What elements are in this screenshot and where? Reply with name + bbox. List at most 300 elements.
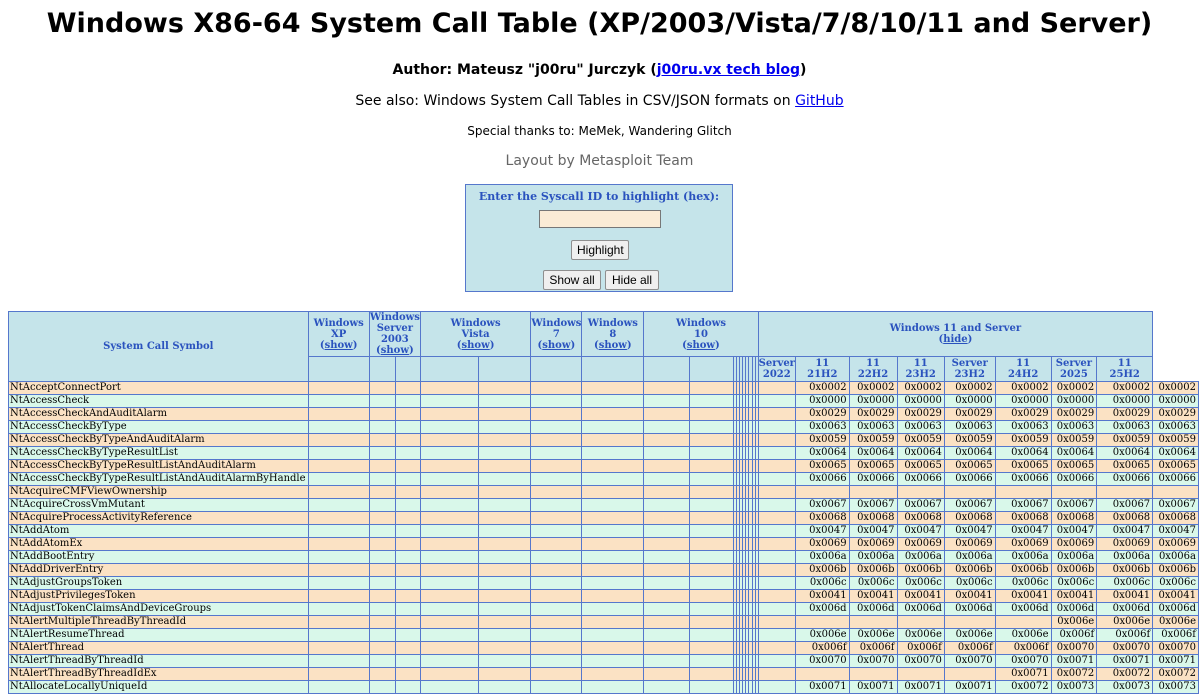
syscall-id-cell: 0x006c (944, 577, 995, 590)
syscall-id-cell: 0x006a (1153, 551, 1199, 564)
syscall-id-cell: 0x0068 (1153, 512, 1199, 525)
syscall-symbol: NtAcquireCrossVmMutant (9, 499, 309, 512)
collapsed-cell (689, 590, 733, 603)
collapsed-cell (395, 642, 420, 655)
collapsed-cell (582, 564, 644, 577)
syscall-id-cell: 0x0029 (1097, 408, 1153, 421)
syscall-id-cell: 0x006b (944, 564, 995, 577)
syscall-id-cell: 0x0002 (1097, 382, 1153, 395)
collapsed-cell (758, 486, 795, 499)
collapsed-cell (689, 551, 733, 564)
syscall-id-cell: 0x006b (1051, 564, 1097, 577)
collapsed-cell (582, 551, 644, 564)
syscall-id-cell: 0x0041 (1153, 590, 1199, 603)
collapsed-cell (479, 447, 531, 460)
collapsed-cell (582, 486, 644, 499)
collapsed-cell (582, 447, 644, 460)
syscall-symbol: NtAddAtom (9, 525, 309, 538)
collapsed-cell (644, 486, 690, 499)
collapsed-cell (531, 408, 582, 421)
table-row (9, 603, 1199, 616)
syscall-id-cell: 0x0047 (897, 525, 944, 538)
toggle-vista[interactable]: show (461, 339, 490, 351)
table-row (9, 408, 1199, 421)
syscall-id-cell: 0x006b (795, 564, 849, 577)
syscall-id-cell: 0x006a (849, 551, 897, 564)
syscall-symbol: NtAccessCheckByTypeResultListAndAuditAlarmByHandle (9, 473, 309, 486)
collapsed-cell (369, 616, 395, 629)
syscall-id-cell: 0x0066 (1097, 473, 1153, 486)
collapsed-cell (420, 551, 478, 564)
collapsed-cell (531, 499, 582, 512)
syscall-id-cell: 0x0067 (1097, 499, 1153, 512)
syscall-id-cell: 0x0067 (849, 499, 897, 512)
symbol-column-header: System Call Symbol (9, 312, 309, 382)
syscall-table (8, 311, 1199, 694)
collapsed-cell (689, 395, 733, 408)
collapsed-cell (758, 681, 795, 694)
collapsed-cell (369, 395, 395, 408)
github-link[interactable]: GitHub (795, 93, 844, 109)
collapsed-cell (369, 603, 395, 616)
toggle-11-server[interactable]: hide (943, 334, 968, 345)
table-row (9, 499, 1199, 512)
collapsed-cell (308, 629, 369, 642)
syscall-id-cell: 0x0059 (995, 434, 1051, 447)
table-row (9, 577, 1199, 590)
collapsed-cell (395, 408, 420, 421)
collapsed-cell (758, 616, 795, 629)
syscall-id-cell: 0x0067 (995, 499, 1051, 512)
collapsed-cell (531, 577, 582, 590)
syscall-id-cell: 0x0071 (995, 668, 1051, 681)
syscall-id-cell: 0x0070 (944, 655, 995, 668)
syscall-symbol: NtAcquireProcessActivityReference (9, 512, 309, 525)
syscall-id-cell: 0x0071 (1097, 655, 1153, 668)
syscall-id-cell: 0x006b (1097, 564, 1153, 577)
collapsed-cell (758, 434, 795, 447)
collapsed-cell (644, 434, 690, 447)
collapsed-cell (758, 525, 795, 538)
syscall-id-cell: 0x0041 (1051, 590, 1097, 603)
syscall-id-cell (897, 616, 944, 629)
collapsed-cell (369, 486, 395, 499)
collapsed-cell (308, 382, 369, 395)
syscall-id-cell: 0x0047 (849, 525, 897, 538)
syscall-id-cell: 0x0029 (1153, 408, 1199, 421)
collapsed-cell (582, 655, 644, 668)
syscall-id-cell: 0x0002 (1051, 382, 1097, 395)
syscall-symbol: NtAccessCheck (9, 395, 309, 408)
syscall-id-cell: 0x006a (944, 551, 995, 564)
collapsed-cell (369, 382, 395, 395)
collapsed-cell (369, 629, 395, 642)
syscall-id-cell: 0x0000 (795, 395, 849, 408)
syscall-id-cell: 0x0067 (795, 499, 849, 512)
collapsed-cell (644, 525, 690, 538)
collapsed-cell (531, 486, 582, 499)
collapsed-cell (479, 564, 531, 577)
syscall-symbol: NtAccessCheckByType (9, 421, 309, 434)
collapsed-cell (689, 473, 733, 486)
table-row (9, 616, 1199, 629)
collapsed-cell (395, 473, 420, 486)
syscall-id-cell: 0x0000 (944, 395, 995, 408)
collapsed-cell (420, 525, 478, 538)
syscall-id-cell: 0x006f (849, 642, 897, 655)
syscall-id-cell: 0x0068 (995, 512, 1051, 525)
collapsed-cell (395, 538, 420, 551)
syscall-id-cell: 0x006a (1097, 551, 1153, 564)
collapsed-cell (308, 460, 369, 473)
collapsed-cell (395, 447, 420, 460)
collapsed-cell (369, 408, 395, 421)
syscall-id-cell: 0x0029 (849, 408, 897, 421)
syscall-id-cell: 0x006e (795, 629, 849, 642)
syscall-id-cell: 0x0063 (1153, 421, 1199, 434)
collapsed-cell (582, 434, 644, 447)
collapsed-cell (395, 577, 420, 590)
collapsed-cell (308, 590, 369, 603)
syscall-id-cell (1051, 486, 1097, 499)
collapsed-cell (479, 512, 531, 525)
syscall-id-cell: 0x0047 (1153, 525, 1199, 538)
group-header-11-server: Windows 11 and Server (hide) (758, 312, 1153, 357)
syscall-symbol: NtAddBootEntry (9, 551, 309, 564)
syscall-id-cell: 0x0070 (1153, 642, 1199, 655)
table-row (9, 434, 1199, 447)
collapsed-cell (644, 512, 690, 525)
collapsed-cell (308, 525, 369, 538)
syscall-id-cell: 0x0063 (995, 421, 1051, 434)
collapsed-cell (758, 395, 795, 408)
collapsed-cell (369, 564, 395, 577)
collapsed-cell (758, 629, 795, 642)
collapsed-cell (758, 538, 795, 551)
collapsed-cell (531, 382, 582, 395)
syscall-id-cell: 0x0069 (1097, 538, 1153, 551)
syscall-id-cell: 0x006f (1097, 629, 1153, 642)
table-row (9, 538, 1199, 551)
collapsed-cell (531, 603, 582, 616)
syscall-id-cell: 0x0002 (1153, 382, 1199, 395)
collapsed-cell (689, 447, 733, 460)
table-row (9, 447, 1199, 460)
syscall-id-cell: 0x0070 (1097, 642, 1153, 655)
syscall-id-cell: 0x0064 (795, 447, 849, 460)
collapsed-cell (479, 681, 531, 694)
collapsed-cell (582, 538, 644, 551)
collapsed-cell (395, 382, 420, 395)
syscall-id-cell: 0x0069 (897, 538, 944, 551)
group-header-10: Windows 10 (show) (644, 312, 758, 357)
collapsed-cell (531, 590, 582, 603)
syscall-id-cell: 0x0068 (944, 512, 995, 525)
toggle-7[interactable]: show (542, 339, 571, 351)
collapsed-cell (531, 655, 582, 668)
collapsed-cell (689, 434, 733, 447)
collapsed-cell (369, 590, 395, 603)
syscall-symbol: NtAlertThreadByThreadId (9, 655, 309, 668)
syscall-id-cell (944, 616, 995, 629)
collapsed-cell (582, 499, 644, 512)
syscall-id-cell: 0x0069 (995, 538, 1051, 551)
syscall-id-cell: 0x006a (897, 551, 944, 564)
collapsed-cell (369, 538, 395, 551)
collapsed-cell (531, 434, 582, 447)
collapsed-cell (689, 681, 733, 694)
syscall-id-cell: 0x0063 (897, 421, 944, 434)
group-header-7: Windows 7 (show) (531, 312, 582, 357)
syscall-id-cell: 0x0041 (944, 590, 995, 603)
collapsed-cell (369, 473, 395, 486)
collapsed-cell (308, 421, 369, 434)
author-suffix: ) (800, 62, 807, 78)
syscall-id-cell: 0x0069 (795, 538, 849, 551)
collapsed-cell (758, 447, 795, 460)
syscall-id-cell (1097, 486, 1153, 499)
collapsed-cell (395, 460, 420, 473)
collapsed-cell (582, 590, 644, 603)
syscall-id-cell: 0x0059 (849, 434, 897, 447)
collapsed-cell (531, 395, 582, 408)
layout-credit: Layout by Metasploit Team (505, 153, 694, 169)
collapsed-cell (369, 434, 395, 447)
toggle-8[interactable]: show (598, 339, 627, 351)
collapsed-cell (395, 486, 420, 499)
syscall-id-cell: 0x0002 (795, 382, 849, 395)
syscall-id-cell: 0x006e (1097, 616, 1153, 629)
syscall-id-cell: 0x0069 (1051, 538, 1097, 551)
collapsed-cell (479, 382, 531, 395)
collapsed-cell (758, 408, 795, 421)
syscall-id-cell: 0x0059 (795, 434, 849, 447)
collapsed-cell (582, 603, 644, 616)
collapsed-cell (644, 473, 690, 486)
collapsed-cell (420, 590, 478, 603)
collapsed-cell (689, 603, 733, 616)
show-all-button[interactable]: Show all (543, 270, 601, 290)
table-row (9, 421, 1199, 434)
syscall-id-cell: 0x006f (795, 642, 849, 655)
blog-link[interactable]: j00ru.vx tech blog (656, 62, 801, 78)
hide-all-button[interactable]: Hide all (605, 270, 659, 290)
syscall-id-cell: 0x0063 (849, 421, 897, 434)
collapsed-cell (369, 577, 395, 590)
version-header: Server 2025 (1051, 357, 1097, 382)
collapsed-cell (758, 642, 795, 655)
syscall-id-cell: 0x0047 (995, 525, 1051, 538)
syscall-id-input[interactable] (539, 210, 661, 228)
syscall-id-cell: 0x0029 (995, 408, 1051, 421)
syscall-id-cell: 0x006b (897, 564, 944, 577)
collapsed-cell (531, 538, 582, 551)
syscall-id-cell: 0x0071 (849, 681, 897, 694)
syscall-id-cell: 0x006e (944, 629, 995, 642)
syscall-id-cell: 0x0067 (1153, 499, 1199, 512)
collapsed-cell (308, 616, 369, 629)
syscall-id-cell: 0x0002 (995, 382, 1051, 395)
collapsed-cell (479, 525, 531, 538)
syscall-id-cell: 0x006f (1153, 629, 1199, 642)
collapsed-cell (308, 538, 369, 551)
collapsed-cell (479, 473, 531, 486)
syscall-id-cell: 0x006e (995, 629, 1051, 642)
collapsed-cell (420, 408, 478, 421)
syscall-id-cell: 0x0063 (795, 421, 849, 434)
collapsed-cell (644, 642, 690, 655)
syscall-id-cell: 0x006c (995, 577, 1051, 590)
syscall-id-cell: 0x0066 (1153, 473, 1199, 486)
collapsed-cell (369, 551, 395, 564)
syscall-id-cell (1153, 486, 1199, 499)
collapsed-cell (689, 382, 733, 395)
syscall-id-cell: 0x006b (995, 564, 1051, 577)
collapsed-cell (395, 499, 420, 512)
group-header-xp: Windows XP (show) (308, 312, 369, 357)
syscall-id-cell: 0x0068 (795, 512, 849, 525)
collapsed-cell (395, 681, 420, 694)
syscall-id-cell: 0x0059 (1097, 434, 1153, 447)
syscall-id-cell: 0x0068 (897, 512, 944, 525)
collapsed-cell (479, 538, 531, 551)
syscall-id-cell: 0x0067 (944, 499, 995, 512)
collapsed-cell (531, 421, 582, 434)
syscall-id-cell: 0x0066 (944, 473, 995, 486)
syscall-id-cell (795, 486, 849, 499)
collapsed-cell (758, 473, 795, 486)
syscall-id-cell: 0x0047 (795, 525, 849, 538)
syscall-id-cell: 0x0064 (849, 447, 897, 460)
collapsed-cell (420, 681, 478, 694)
collapsed-cell (644, 408, 690, 421)
collapsed-cell (420, 564, 478, 577)
collapsed-cell (582, 382, 644, 395)
syscall-id-cell: 0x0065 (1097, 460, 1153, 473)
highlight-button[interactable]: Highlight (571, 240, 629, 260)
collapsed-cell (479, 395, 531, 408)
syscall-id-cell: 0x0065 (995, 460, 1051, 473)
syscall-id-cell: 0x0000 (1153, 395, 1199, 408)
syscall-id-cell: 0x006f (995, 642, 1051, 655)
syscall-id-cell: 0x006c (897, 577, 944, 590)
toggle-10[interactable]: show (686, 339, 716, 351)
collapsed-cell (479, 499, 531, 512)
collapsed-cell (369, 681, 395, 694)
collapsed-cell (644, 421, 690, 434)
syscall-id-cell: 0x006d (1097, 603, 1153, 616)
syscall-id-cell: 0x006a (795, 551, 849, 564)
table-row (9, 486, 1199, 499)
collapsed-cell (758, 460, 795, 473)
syscall-id-cell: 0x0029 (944, 408, 995, 421)
syscall-id-cell: 0x0000 (849, 395, 897, 408)
syscall-id-cell (944, 486, 995, 499)
syscall-id-cell: 0x0065 (1051, 460, 1097, 473)
collapsed-cell (644, 616, 690, 629)
syscall-symbol: NtAlertThreadByThreadIdEx (9, 668, 309, 681)
syscall-symbol: NtAlertThread (9, 642, 309, 655)
syscall-id-cell: 0x0066 (1051, 473, 1097, 486)
collapsed-cell (758, 512, 795, 525)
syscall-id-cell: 0x0059 (897, 434, 944, 447)
syscall-id-cell: 0x0063 (1097, 421, 1153, 434)
syscall-id-cell: 0x0059 (1051, 434, 1097, 447)
version-header: 11 25H2 (1097, 357, 1153, 382)
collapsed-cell (420, 473, 478, 486)
collapsed-cell (758, 590, 795, 603)
syscall-id-cell: 0x0059 (944, 434, 995, 447)
syscall-id-cell: 0x0063 (1051, 421, 1097, 434)
toggle-2003[interactable]: show (380, 345, 409, 356)
syscall-id-cell: 0x0065 (1153, 460, 1199, 473)
syscall-id-cell: 0x0073 (1153, 681, 1199, 694)
syscall-id-cell: 0x0070 (995, 655, 1051, 668)
collapsed-cell (369, 460, 395, 473)
syscall-symbol: NtAcceptConnectPort (9, 382, 309, 395)
syscall-id-cell: 0x0029 (897, 408, 944, 421)
group-header-8: Windows 8 (show) (582, 312, 644, 357)
collapsed-cell (308, 512, 369, 525)
collapsed-cell (479, 577, 531, 590)
collapsed-cell (531, 642, 582, 655)
collapsed-cell (531, 512, 582, 525)
collapsed-cell (479, 421, 531, 434)
table-row (9, 525, 1199, 538)
syscall-id-cell: 0x006d (897, 603, 944, 616)
syscall-id-cell: 0x0047 (944, 525, 995, 538)
collapsed-cell (395, 512, 420, 525)
collapsed-cell (308, 447, 369, 460)
collapsed-cell (689, 512, 733, 525)
syscall-id-cell: 0x0064 (1153, 447, 1199, 460)
highlight-label: Enter the Syscall ID to highlight (hex): (478, 190, 720, 203)
collapsed-cell (308, 577, 369, 590)
version-header: 11 22H2 (849, 357, 897, 382)
table-row (9, 395, 1199, 408)
collapsed-cell (308, 655, 369, 668)
collapsed-cell (644, 564, 690, 577)
toggle-xp[interactable]: show (324, 339, 353, 351)
syscall-id-cell: 0x006b (1153, 564, 1199, 577)
syscall-id-cell: 0x0065 (795, 460, 849, 473)
collapsed-cell (644, 538, 690, 551)
syscall-id-cell: 0x0070 (1051, 642, 1097, 655)
collapsed-cell (644, 460, 690, 473)
table-row (9, 473, 1199, 486)
collapsed-cell (582, 642, 644, 655)
collapsed-cell (644, 499, 690, 512)
collapsed-cell (689, 655, 733, 668)
syscall-symbol: NtAllocateLocallyUniqueId (9, 681, 309, 694)
collapsed-cell (420, 382, 478, 395)
see-also-prefix: See also: Windows System Call Tables in CSV/JSON formats on (355, 93, 796, 109)
collapsed-cell (644, 382, 690, 395)
collapsed-cell (369, 499, 395, 512)
collapsed-cell (420, 655, 478, 668)
syscall-id-cell: 0x0066 (995, 473, 1051, 486)
collapsed-cell (420, 447, 478, 460)
collapsed-cell (479, 551, 531, 564)
collapsed-cell (420, 434, 478, 447)
syscall-id-cell (897, 486, 944, 499)
syscall-id-cell: 0x0041 (995, 590, 1051, 603)
collapsed-cell (582, 616, 644, 629)
table-row (9, 512, 1199, 525)
collapsed-cell (308, 603, 369, 616)
collapsed-cell (758, 655, 795, 668)
syscall-id-cell: 0x0002 (944, 382, 995, 395)
